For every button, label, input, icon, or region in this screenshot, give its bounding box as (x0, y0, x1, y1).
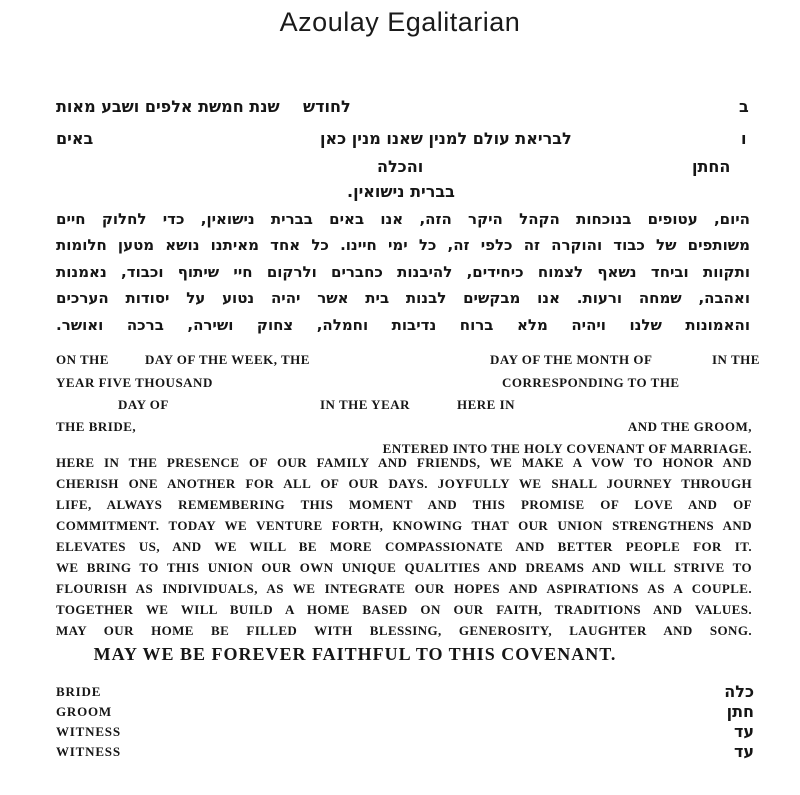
english-date-day-of: DAY OF (118, 397, 169, 412)
groom-signature-hebrew: חתן (726, 702, 754, 721)
hebrew-date-day-prefix: ב (739, 97, 749, 116)
hebrew-paragraph-line: משותפים של כבוד והוקרה זה כלפי זה, כל ימי חיינו. כל אחד מאיתנו נושא מטען חלומות (56, 236, 750, 255)
bride-signature-hebrew: כלה (724, 682, 754, 701)
groom-signature-label: GROOM (56, 704, 112, 719)
english-date-corresponding: CORRESPONDING TO THE (502, 375, 680, 390)
witness1-signature-hebrew: עד (733, 722, 754, 741)
english-paragraph-line: MAY OUR HOME BE FILLED WITH BLESSING, GENEROSITY, LAUGHTER AND SONG. (56, 623, 752, 638)
page-title: Azoulay Egalitarian (279, 7, 521, 37)
witness1-signature-label: WITNESS (56, 724, 121, 739)
hebrew-date-year-text: שנת חמשת אלפים ושבע מאות (56, 97, 280, 116)
hebrew-paragraph-line: ותקוות וביחד נשאף לצמוח כיחידים, להיבנות כחברים ולרקום חיי שיתוף וכבוד, נאמנות (56, 262, 750, 281)
english-date-here-in: HERE IN (457, 397, 516, 412)
hebrew-paragraph (56, 206, 750, 338)
english-date-in-the: IN THE (712, 352, 760, 367)
bride-signature-label: BRIDE (56, 684, 102, 699)
english-entered-covenant-line: ENTERED INTO THE HOLY COVENANT OF MARRIAGE. (382, 441, 752, 456)
english-date-day-of-month: DAY OF THE MONTH OF (490, 352, 653, 367)
english-paragraph-line: TOGETHER WE WILL BUILD A HOME BASED ON OUR FAITH, TRADITIONS AND VALUES. (56, 602, 752, 617)
witness2-signature-hebrew: עד (733, 742, 754, 761)
english-date-day-of-week: DAY OF THE WEEK, THE (145, 352, 310, 367)
english-paragraph-line: FLOURISH AS INDIVIDUALS, AS WE INTEGRATE OUR HOPES AND ASPIRATIONS AS A COUPLE. (56, 581, 752, 596)
english-paragraph-line: CHERISH ONE ANOTHER FOR ALL OF OUR DAYS. JOYFULLY WE SHALL JOURNEY THROUGH (56, 476, 752, 491)
english-date-year-five-thousand: YEAR FIVE THOUSAND (56, 375, 213, 390)
hebrew-groom-label: החתן (692, 157, 731, 176)
english-bride-label: THE BRIDE, (56, 419, 137, 434)
english-paragraph-line: ELEVATES US, AND WE WILL BE MORE COMPASSIONATE AND BETTER PEOPLE FOR IT. (56, 539, 752, 554)
hebrew-date-creation-text: לבריאת עולם למנין שאנו מנין כאן (320, 129, 572, 148)
english-paragraph-line: COMMITMENT. TODAY WE VENTURE FORTH, KNOWING THAT OUR UNION STRENGTHENS AND (56, 518, 752, 533)
hebrew-covenant-phrase: בברית נישואין. (347, 182, 455, 201)
english-paragraph-line: WE BRING TO THIS UNION OUR OWN UNIQUE QUALITIES AND DREAMS AND WILL STRIVE TO (56, 560, 752, 575)
hebrew-paragraph-line: ואהבה, שמחה ורעות. אנו מבקשים לבנות בית אשר יהיה נטוע על יסודות הערכים (56, 289, 750, 308)
english-paragraph-line: HERE IN THE PRESENCE OF OUR FAMILY AND FRIENDS, WE MAKE A VOW TO HONOR AND (56, 455, 752, 470)
english-date-on-the: ON THE (56, 352, 109, 367)
covenant-declaration: MAY WE BE FOREVER FAITHFUL TO THIS COVENANT. (93, 644, 617, 664)
hebrew-date-year-prefix: ו (741, 129, 747, 148)
witness2-signature-label: WITNESS (56, 744, 121, 759)
english-paragraph-line: LIFE, ALWAYS REMEMBERING THIS MOMENT AND THIS PROMISE OF LOVE AND OF (56, 497, 752, 512)
english-date-in-the-year: IN THE YEAR (320, 397, 411, 412)
hebrew-paragraph-line: היום, עטופים בנוכחות הקהל היקר הזה, אנו באים בברית נישואין, כדי לחלוק חיים (56, 210, 750, 228)
hebrew-paragraph-line: והאמונות שלנו ויהיה מלא ברוח נדיבות וחמלה, צחוק ושירה, ברכה ואושר. (56, 315, 750, 334)
hebrew-bride-label: והכלה (377, 157, 424, 176)
english-groom-label: AND THE GROOM, (627, 419, 752, 434)
english-paragraph (56, 452, 752, 641)
hebrew-date-come-word: באים (56, 129, 94, 148)
hebrew-date-month-label: לחודש (303, 97, 351, 116)
